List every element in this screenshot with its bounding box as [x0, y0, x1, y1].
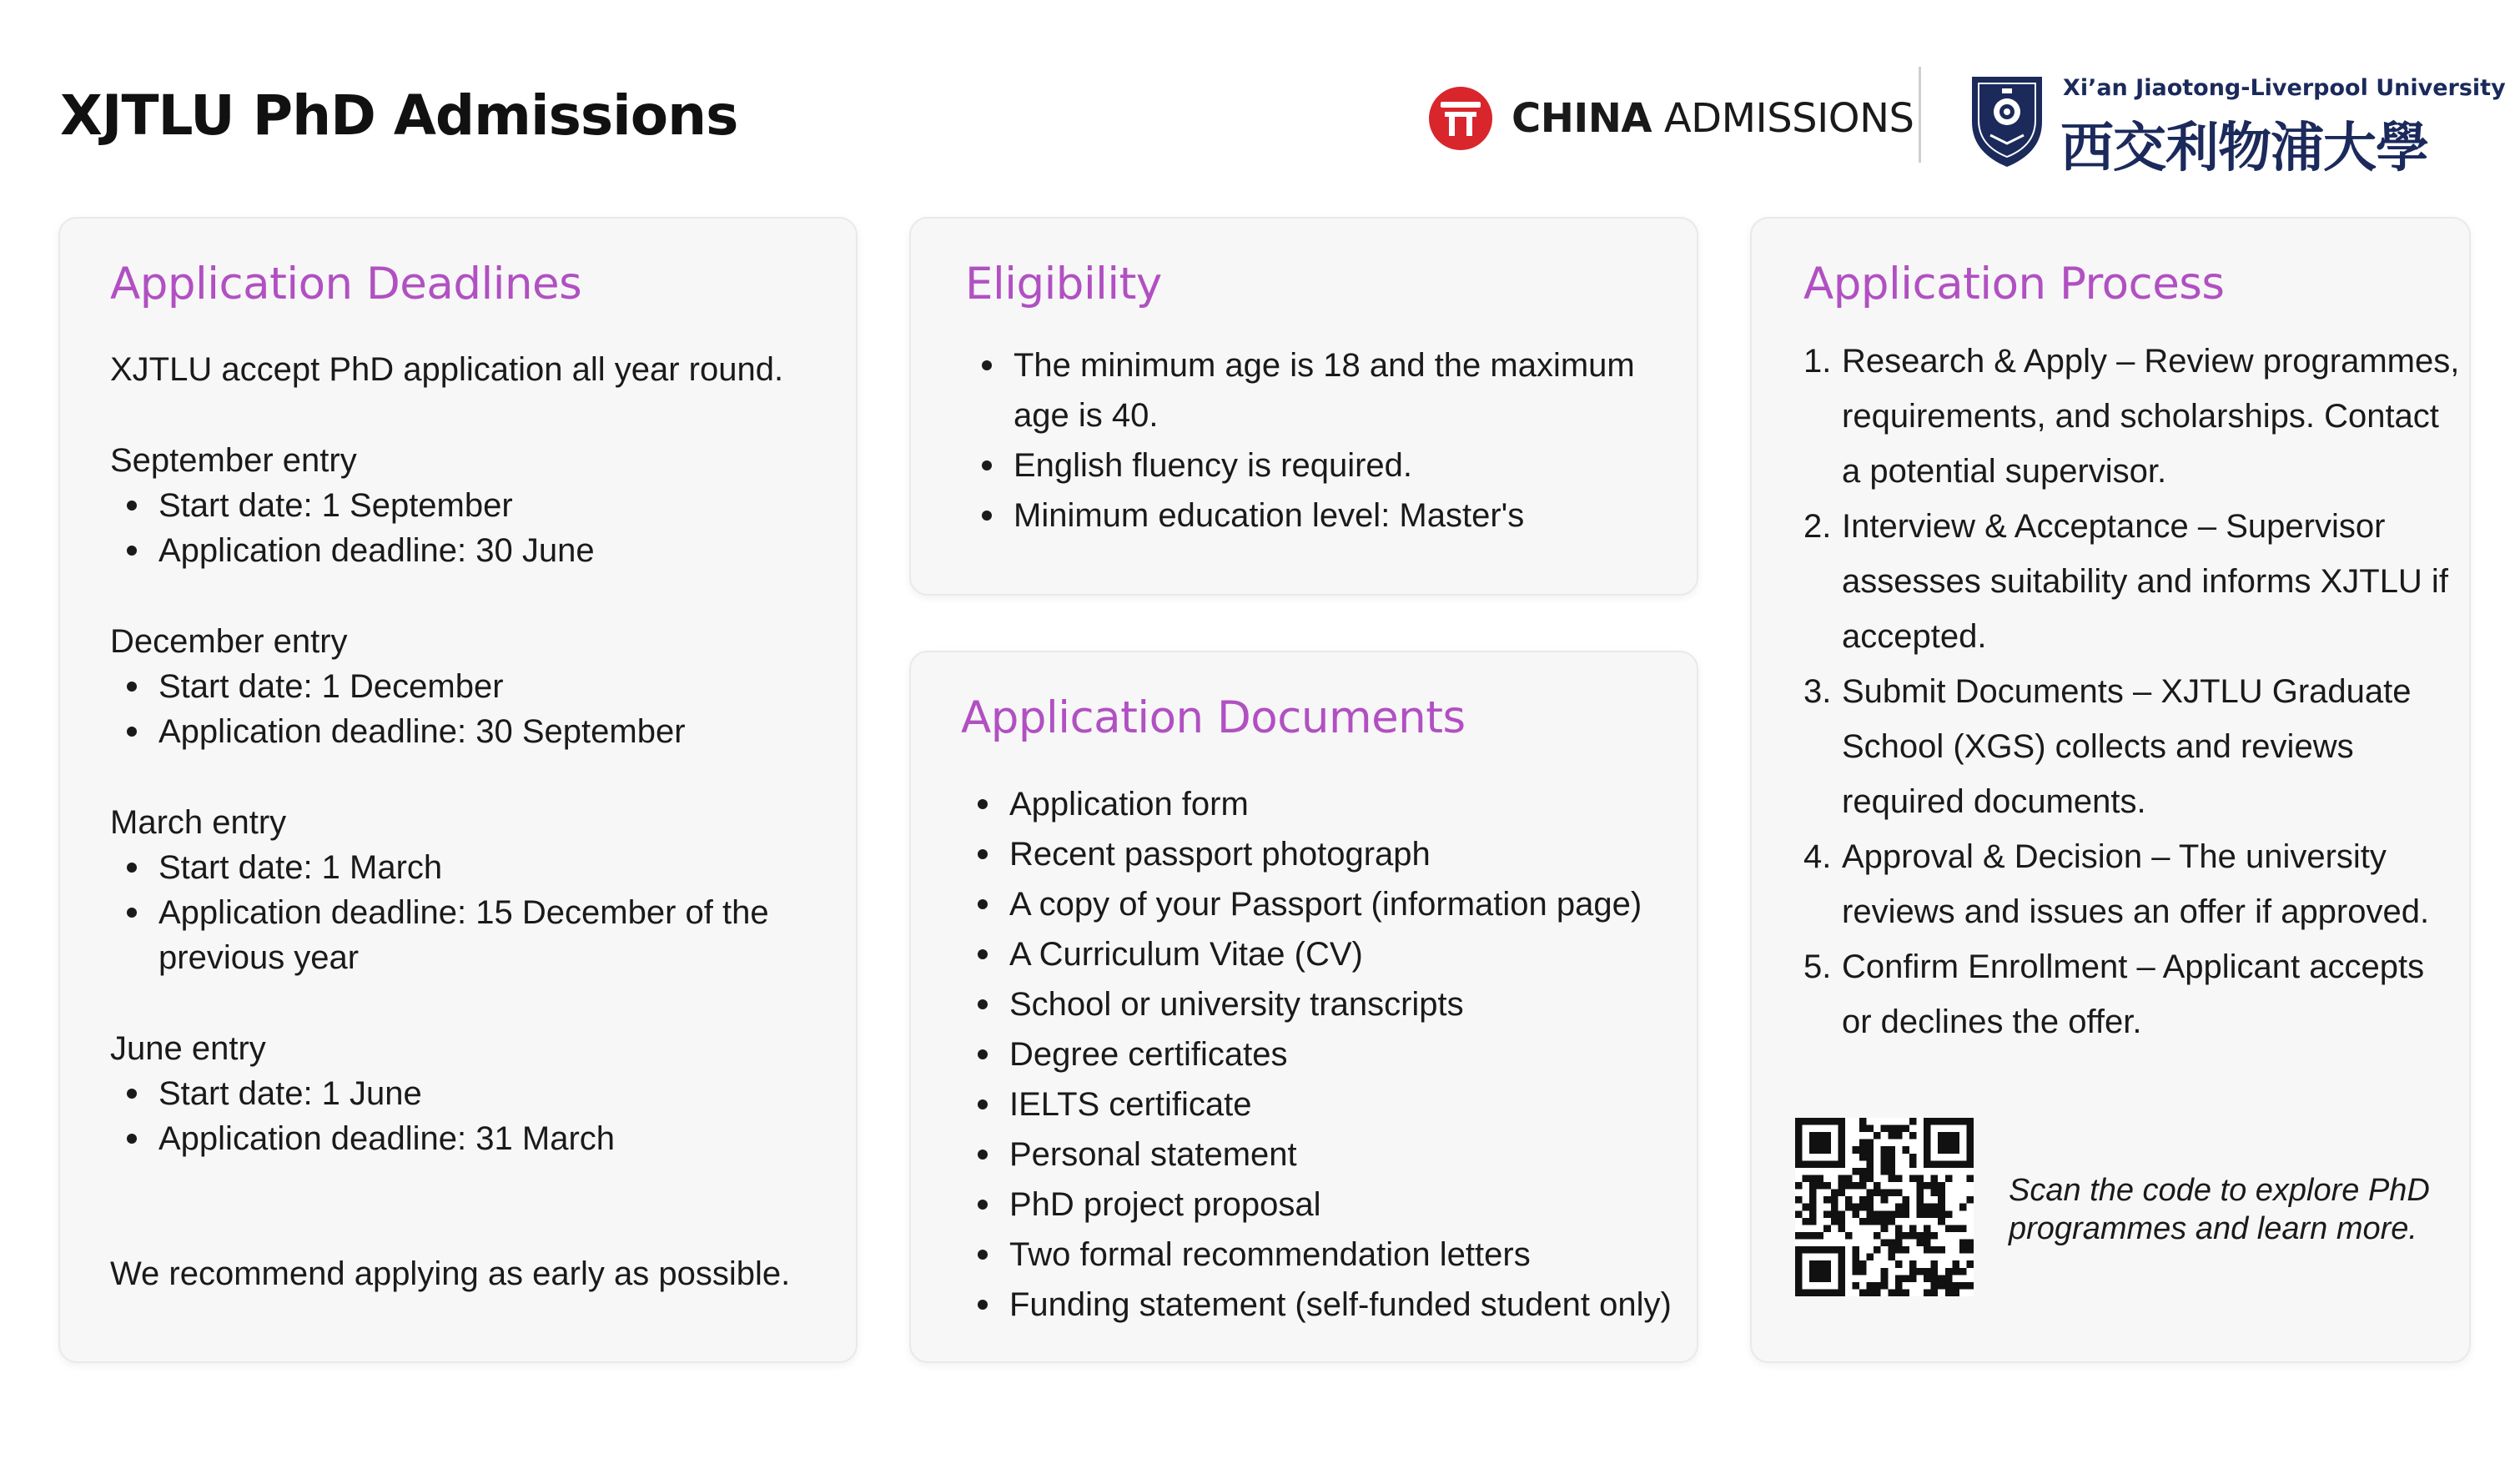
list-item-continuation: previous year [158, 939, 360, 976]
list-item: Application form [961, 779, 1672, 829]
list-item: English fluency is required. [965, 440, 1635, 491]
step-line-continuation [1803, 389, 2459, 444]
entry-list [110, 664, 686, 754]
qr-code-icon [1795, 1118, 1974, 1296]
list-item: PhD project proposal [961, 1180, 1672, 1230]
deadlines-title: Application Deadlines [110, 259, 582, 309]
step-line: Submit Documents – XJTLU Graduate [1842, 673, 2412, 710]
entry-heading: March entry [110, 804, 287, 841]
university-name-en: Xi’an Jiaotong-Liverpool University [2063, 75, 2506, 101]
list-item: A Curriculum Vitae (CV) [961, 929, 1672, 979]
list-item: Application deadline: 15 December of the [110, 890, 769, 935]
university-name-cn: 西交利物浦大學 [2060, 117, 2428, 179]
step-line: Approval & Decision – The university [1842, 838, 2387, 875]
documents-list [961, 779, 1672, 1330]
entry-list [110, 845, 769, 980]
step-item [1803, 939, 2459, 994]
step-line-continuation [1803, 719, 2459, 774]
list-item: Application deadline: 31 March [110, 1116, 615, 1161]
step-line: reviews and issues an offer if approved. [1842, 893, 2430, 930]
entry-list [110, 1071, 615, 1161]
entry-heading: December entry [110, 623, 348, 660]
entry-list [110, 483, 595, 573]
list-item: A copy of your Passport (information page) [961, 879, 1672, 929]
step-line: Interview & Acceptance – Supervisor [1842, 508, 2386, 545]
deadlines-footer: We recommend applying as early as possible. [110, 1255, 791, 1292]
list-item: Minimum education level: Master's [965, 491, 1635, 541]
list-item: IELTS certificate [961, 1079, 1672, 1129]
step-line-continuation [1803, 884, 2459, 939]
list-item: The minimum age is 18 and the maximum [965, 340, 1635, 390]
xjtlu-crest-icon [1969, 73, 2045, 169]
list-item: Personal statement [961, 1129, 1672, 1180]
process-title: Application Process [1803, 259, 2225, 309]
step-line: or declines the offer. [1842, 1004, 2142, 1040]
list-item: Application deadline: 30 June [110, 528, 595, 573]
page-title: XJTLU PhD Admissions [60, 83, 738, 148]
step-line: School (XGS) collects and reviews [1842, 728, 2354, 765]
list-item: Start date: 1 March [110, 845, 769, 890]
qr-caption [2009, 1171, 2430, 1248]
list-item: Start date: 1 December [110, 664, 686, 709]
qr-code[interactable] [1795, 1118, 1974, 1296]
step-line: Confirm Enrollment – Applicant accepts [1842, 948, 2425, 985]
china-admissions-logo-icon [1428, 86, 1493, 151]
list-item: Funding statement (self-funded student only) [961, 1280, 1672, 1330]
entry-heading: June entry [110, 1030, 266, 1067]
qr-caption-line: programmes and learn more. [2009, 1211, 2417, 1246]
china-admissions-logo[interactable] [1428, 85, 1914, 152]
entry-heading: September entry [110, 442, 357, 479]
step-line: assesses suitability and informs XJTLU if [1842, 563, 2448, 600]
step-line: requirements, and scholarships. Contact [1842, 398, 2439, 435]
eligibility-title: Eligibility [965, 259, 1162, 309]
china-admissions-light-text: ADMISSIONS [1663, 95, 1914, 142]
eligibility-list [965, 340, 1635, 541]
step-line: a potential supervisor. [1842, 453, 2167, 490]
list-item: Degree certificates [961, 1029, 1672, 1079]
step-line: accepted. [1842, 618, 1987, 655]
deadlines-intro: XJTLU accept PhD application all year round. [110, 351, 784, 388]
step-number: 2. [1803, 508, 1832, 545]
step-number: 5. [1803, 948, 1832, 985]
step-item [1803, 499, 2459, 554]
list-item: Start date: 1 June [110, 1071, 615, 1116]
step-line-continuation [1803, 774, 2459, 829]
china-admissions-wordmark [1511, 95, 1914, 142]
list-item: Two formal recommendation letters [961, 1230, 1672, 1280]
logo-divider [1919, 67, 1921, 163]
step-line-continuation [1803, 554, 2459, 609]
documents-title: Application Documents [961, 692, 1466, 743]
list-item-continuation: age is 40. [1014, 397, 1159, 434]
qr-caption-line: Scan the code to explore PhD [2009, 1173, 2430, 1208]
step-line: required documents. [1842, 783, 2146, 820]
list-item: Recent passport photograph [961, 829, 1672, 879]
step-item [1803, 664, 2459, 719]
step-line-continuation [1803, 444, 2459, 499]
step-number: 3. [1803, 673, 1832, 710]
china-admissions-bold-text: CHINA [1511, 95, 1652, 142]
step-item [1803, 829, 2459, 884]
list-item: School or university transcripts [961, 979, 1672, 1029]
step-number: 4. [1803, 838, 1832, 875]
step-line-continuation [1803, 994, 2459, 1049]
step-item [1803, 334, 2459, 389]
list-item: Application deadline: 30 September [110, 709, 686, 754]
step-line-continuation [1803, 609, 2459, 664]
list-item: Start date: 1 September [110, 483, 595, 528]
step-line: Research & Apply – Review programmes, [1842, 343, 2460, 380]
process-steps [1803, 334, 2459, 1049]
step-number: 1. [1803, 343, 1832, 380]
